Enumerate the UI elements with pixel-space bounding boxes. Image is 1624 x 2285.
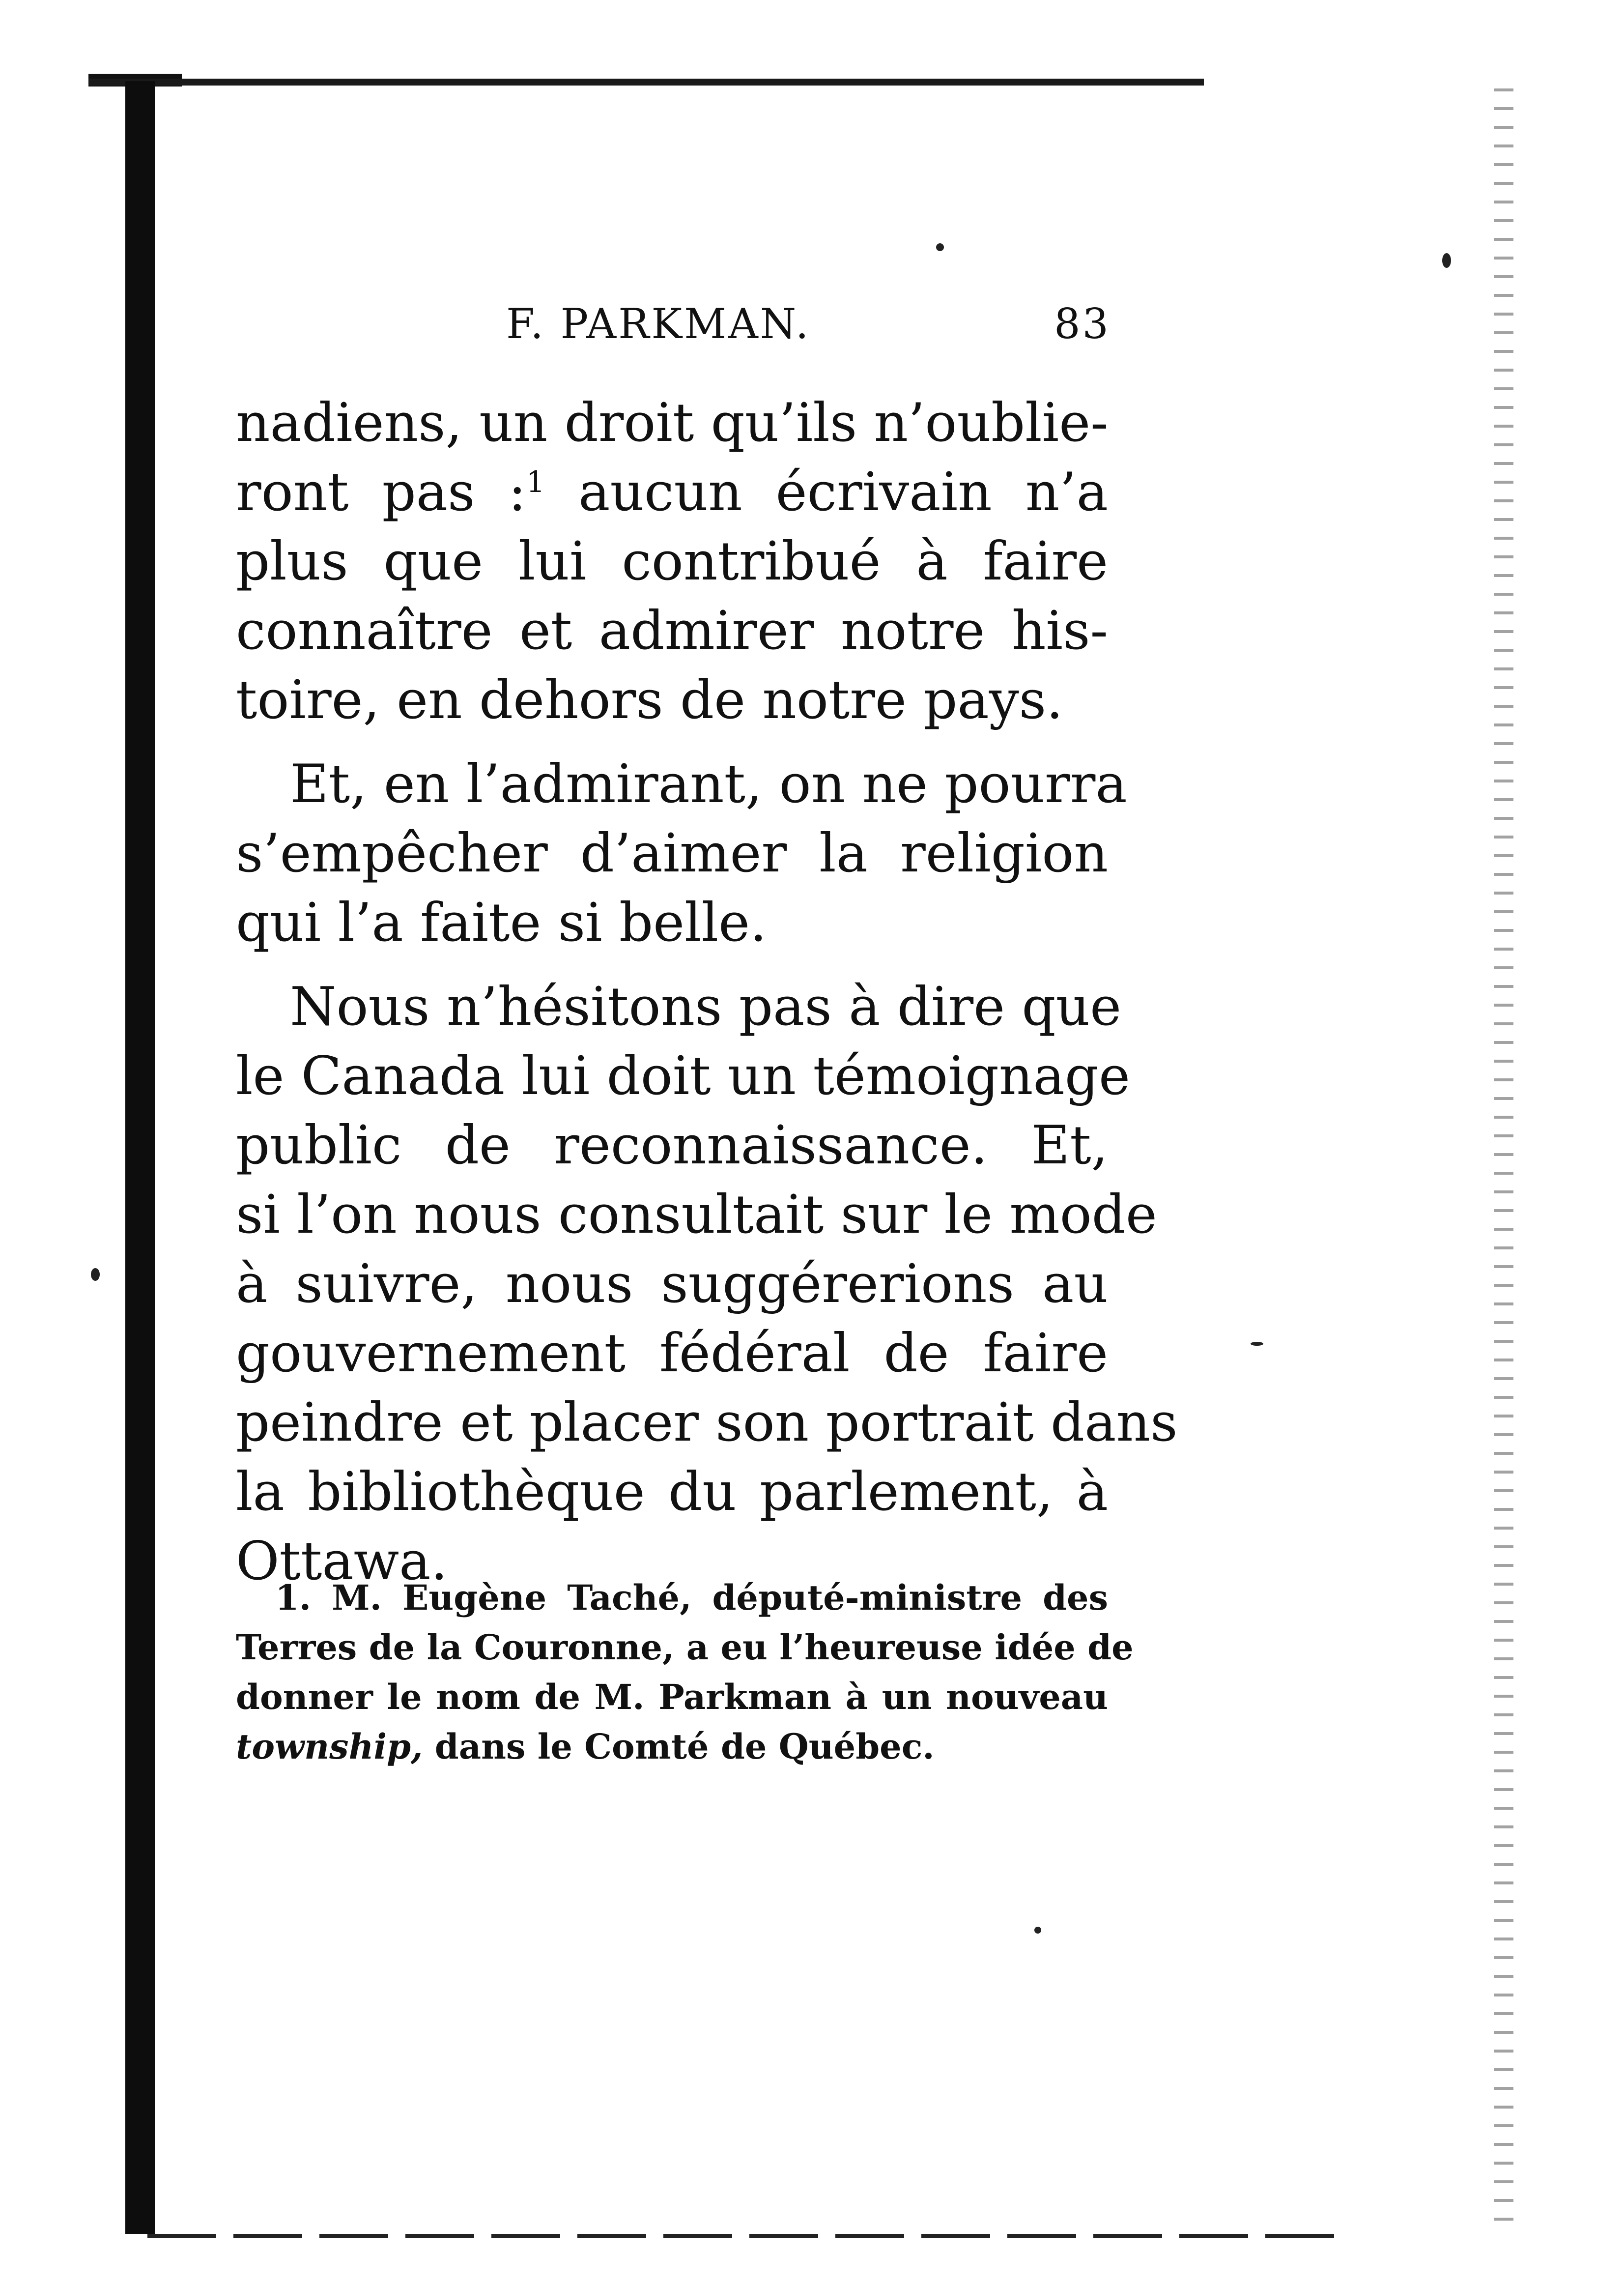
body-text [236,388,1178,1596]
paragraph-2 [236,750,1127,957]
text-fragment: ront pas : [236,462,526,523]
page-number: 83 [1054,300,1111,348]
text-line: s’empêcher d’aimer la religion [236,823,1108,884]
text-line [236,458,1108,527]
scan-speck [1442,253,1451,268]
scan-spine-shadow [125,81,155,2234]
scan-speck [1251,1342,1263,1346]
text-line: toire, en dehors de notre pays. [236,669,1063,731]
text-line: nadiens, un droit qu’ils n’oublie- [236,392,1109,454]
scan-speck [1034,1927,1041,1934]
paragraph-1 [236,388,1108,735]
text-line: connaître et admirer notre his- [236,600,1108,662]
text-line: le Canada lui doit un témoignage [236,1045,1130,1107]
text-line: public de reconnaissance. Et, [236,1115,1108,1176]
text-line: la bibliothèque du parlement, à [236,1461,1108,1523]
footnote-fragment: dans le Comté de Québec. [434,1726,935,1767]
footnote-line: donner le nom de M. Parkman à un nouveau [236,1677,1108,1717]
scan-bottom-rule [147,2234,1351,2238]
text-line: à suivre, nous suggérerions au [236,1253,1108,1315]
running-header [506,300,1111,354]
footnote-line: 1. M. Eugène Taché, député-ministre des [275,1577,1108,1618]
scan-speck [936,243,944,251]
text-line: Nous n’hésitons pas à dire que [290,976,1122,1038]
scan-speck [91,1268,100,1281]
scan-top-rule [88,79,1204,86]
footnote-line [236,1722,1108,1771]
running-title: F. PARKMAN. [506,300,811,348]
text-fragment: aucun écrivain n’a [578,462,1108,523]
text-line: Et, en l’admirant, on ne pourra [290,753,1127,815]
paragraph-gap [236,957,1108,972]
text-line: Ottawa. [236,1531,448,1592]
scan-right-edge-noise [1494,88,1513,2227]
text-line: qui l’a faite si belle. [236,892,767,954]
text-line: plus que lui contribué à faire [236,531,1108,592]
footnote [236,1573,1134,1771]
paragraph-gap [236,735,1108,750]
footnote-line: Terres de la Couronne, a eu l’heureuse idée de [236,1627,1134,1668]
footnote-italic-term: township, [236,1726,423,1767]
footnote-marker: 1 [526,465,545,499]
text-line: gouvernement fédéral de faire [236,1323,1108,1384]
text-line: si l’on nous consultait sur le mode [236,1184,1157,1245]
text-line: peindre et placer son portrait dans [236,1392,1178,1453]
paragraph-3 [236,972,1178,1596]
